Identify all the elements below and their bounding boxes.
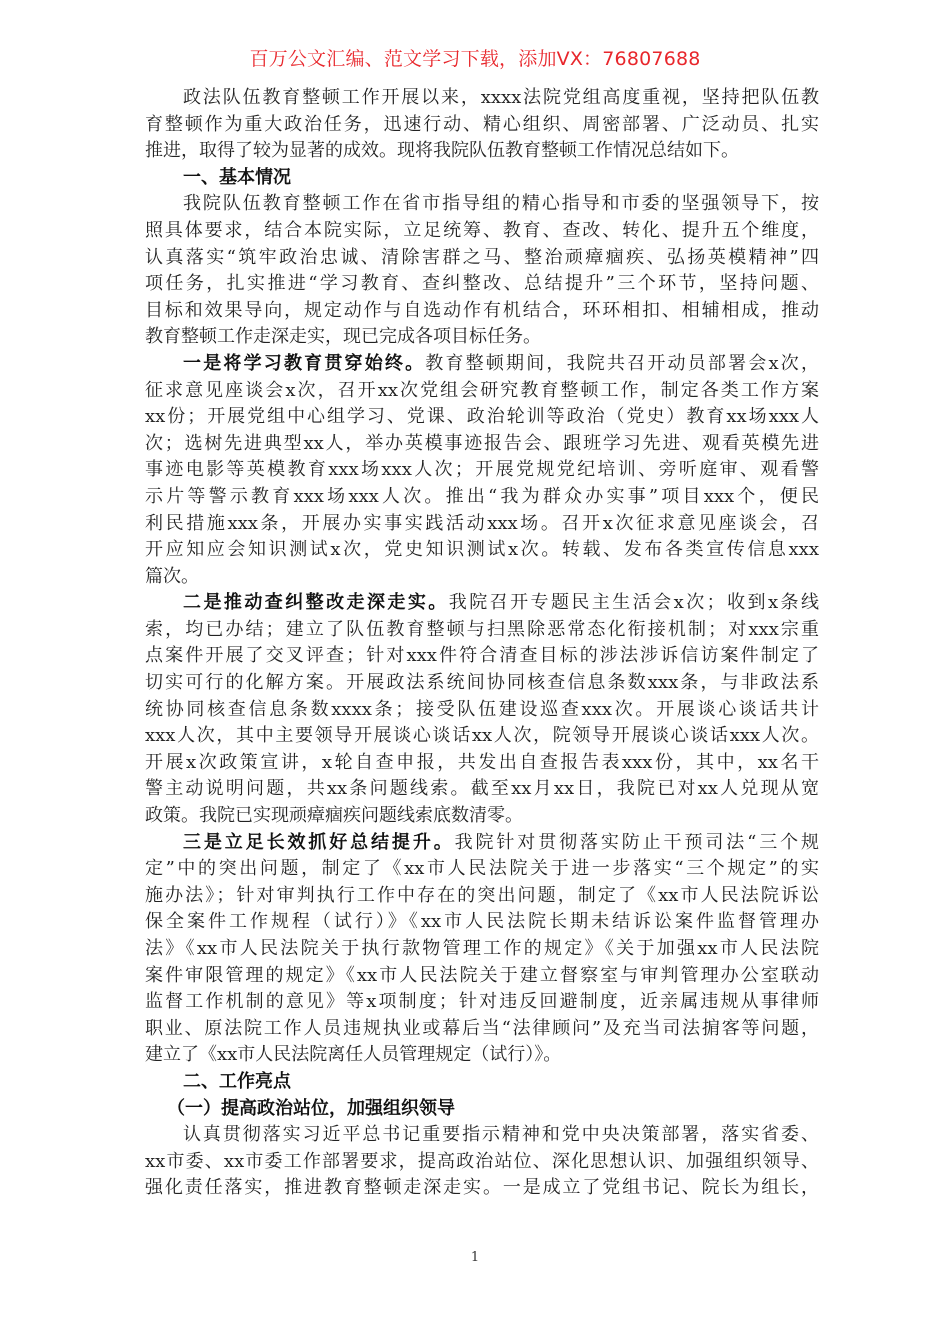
paragraph [145,85,819,165]
text-line: 目标和效果导向，规定动作与自选动作有机结合，环环相扣、相辅相成，推动 [145,299,819,321]
text-line: xx市委、xx市委工作部署要求，提高政治站位、深化思想认识、加强组织领导、 [145,1150,819,1172]
paragraph [145,191,819,351]
paragraph-lead: 一是将学习教育贯穿始终。 [183,352,426,374]
line-text: 我院召开专题民主生活会x次；收到x条线 [448,592,819,614]
page-number: 1 [470,1250,480,1265]
text-line: 索，均已办结；建立了队伍教育整顿与扫黑除恶常态化衔接机制；对xxx宗重 [145,618,819,640]
line-text: 我院针对贯彻落实防止干预司法“三个规 [454,831,820,853]
paragraph-lead: 二是推动查纠整改走深走实。 [183,592,449,614]
watermark-banner: 百万公文汇编、范文学习下载，添加VX：76807688 [249,48,701,70]
paragraph-lead: 三是立足长效抓好总结提升。 [183,831,455,853]
text-line: 切实可行的化解方案。开展政法系统间协同核查信息条数xxx条，与非政法系 [145,672,819,694]
text-line: xx份；开展党组中心组学习、党课、政治轮训等政治（党史）教育xx场xxx人 [145,406,819,428]
text-line: 推进，取得了较为显著的成效。现将我院队伍教育整顿工作情况总结如下。 [145,140,739,162]
text-line: 次；选树先进典型xx人，举办英模事迹报告会、跟班学习先进、观看英模先进 [145,432,819,454]
paragraph [145,351,819,590]
text-line: 强化责任落实，推进教育整顿走深走实。一是成立了党组书记、院长为组长， [145,1177,819,1199]
text-line: xxx人次，其中主要领导开展谈心谈话xx人次，院领导开展谈心谈话xxx人次。 [145,725,819,747]
text-line: 育整顿作为重大政治任务，迅速行动、精心组织、周密部署、广泛动员、扎实 [145,113,819,135]
text-line [145,830,819,857]
line-text: 教育整顿期间，我院共召开动员部署会x次， [425,352,819,374]
text-line: 案件审限管理的规定》《xx市人民法院关于建立督察室与审判管理办公室联动 [145,964,819,986]
text-line: 认真贯彻落实习近平总书记重要指示精神和党中央决策部署，落实省委、 [183,1124,819,1146]
text-line: 示片等警示教育xxx场xxx人次。推出“我为群众办实事”项目xxx个，便民 [145,485,819,507]
text-line: 认真落实“筑牢政治忠诚、清除害群之马、整治顽瘴痼疾、弘扬英模精神”四 [145,246,819,268]
text-line: 利民措施xxx条，开展办实事实践活动xxx场。召开x次征求意见座谈会，召 [145,512,819,534]
text-line: 政策。我院已实现顽瘴痼疾问题线索底数清零。 [145,805,523,827]
text-line: 开展x次政策宣讲，x轮自查申报，共发出自查报告表xxx份，其中，xx名干 [145,751,819,773]
text-line: 监督工作机制的意见》等x项制度；针对违反回避制度，近亲属违规从事律师 [145,991,819,1013]
section-heading: （一）提高政治站位，加强组织领导 [167,1097,455,1119]
text-line: 法》《xx市人民法院关于执行款物管理工作的规定》《关于加强xx市人民法院 [145,938,819,959]
text-line: 开应知应会知识测试x次，党史知识测试x次。转载、发布各类宣传信息xxx [145,539,819,561]
text-line: 项任务，扎实推进“学习教育、查纠整改、总结提升”三个环节，坚持问题、 [145,273,819,295]
section-heading: 二、工作亮点 [183,1070,291,1092]
paragraph [145,590,819,829]
text-line: 建立了《xx市人民法院离任人员管理规定（试行）》。 [145,1044,562,1066]
text-line: 职业、原法院工作人员违规执业或幕后当“法律顾问”及充当司法掮客等问题， [145,1017,819,1039]
text-line: 政法队伍教育整顿工作开展以来，xxxx法院党组高度重视，坚持把队伍教 [183,87,819,108]
paragraph [145,830,819,1069]
text-line: 施办法》；针对审判执行工作中存在的突出问题，制定了《xx市人民法院诉讼 [145,884,819,906]
text-line: 保全案件工作规程（试行）》《xx市人民法院长期未结诉讼案件监督管理办 [145,911,819,933]
text-line: 点案件开展了交叉评查；针对xxx件符合清查目标的涉法涉诉信访案件制定了 [145,645,819,667]
text-line: 教育整顿工作走深走实，现已完成各项目标任务。 [145,326,541,348]
text-line: 照具体要求，结合本院实际，立足统筹、教育、查改、转化、提升五个维度， [145,219,819,241]
text-line [145,590,819,617]
text-line: 统协同核查信息条数xxxx条；接受队伍建设巡查xxx次。开展谈心谈话共计 [145,698,819,720]
text-line: 警主动说明问题，共xx条问题线索。截至xx月xx日，我院已对xx人兑现从宽 [145,778,819,800]
section-heading: 一、基本情况 [183,166,291,188]
text-line: 我院队伍教育整顿工作在省市指导组的精心指导和市委的坚强领导下，按 [183,193,819,215]
paragraph [145,1122,819,1202]
text-line: 事迹电影等英模教育xxx场xxx人次；开展党规党纪培训、旁听庭审、观看警 [145,459,819,481]
text-line [145,351,819,378]
text-line: 篇次。 [145,565,199,587]
document-body [145,85,819,1202]
text-line: 征求意见座谈会x次，召开xx次党组会研究教育整顿工作，制定各类工作方案 [145,379,819,401]
text-line: 定”中的突出问题，制定了《xx市人民法院关于进一步落实“三个规定”的实 [145,858,819,880]
